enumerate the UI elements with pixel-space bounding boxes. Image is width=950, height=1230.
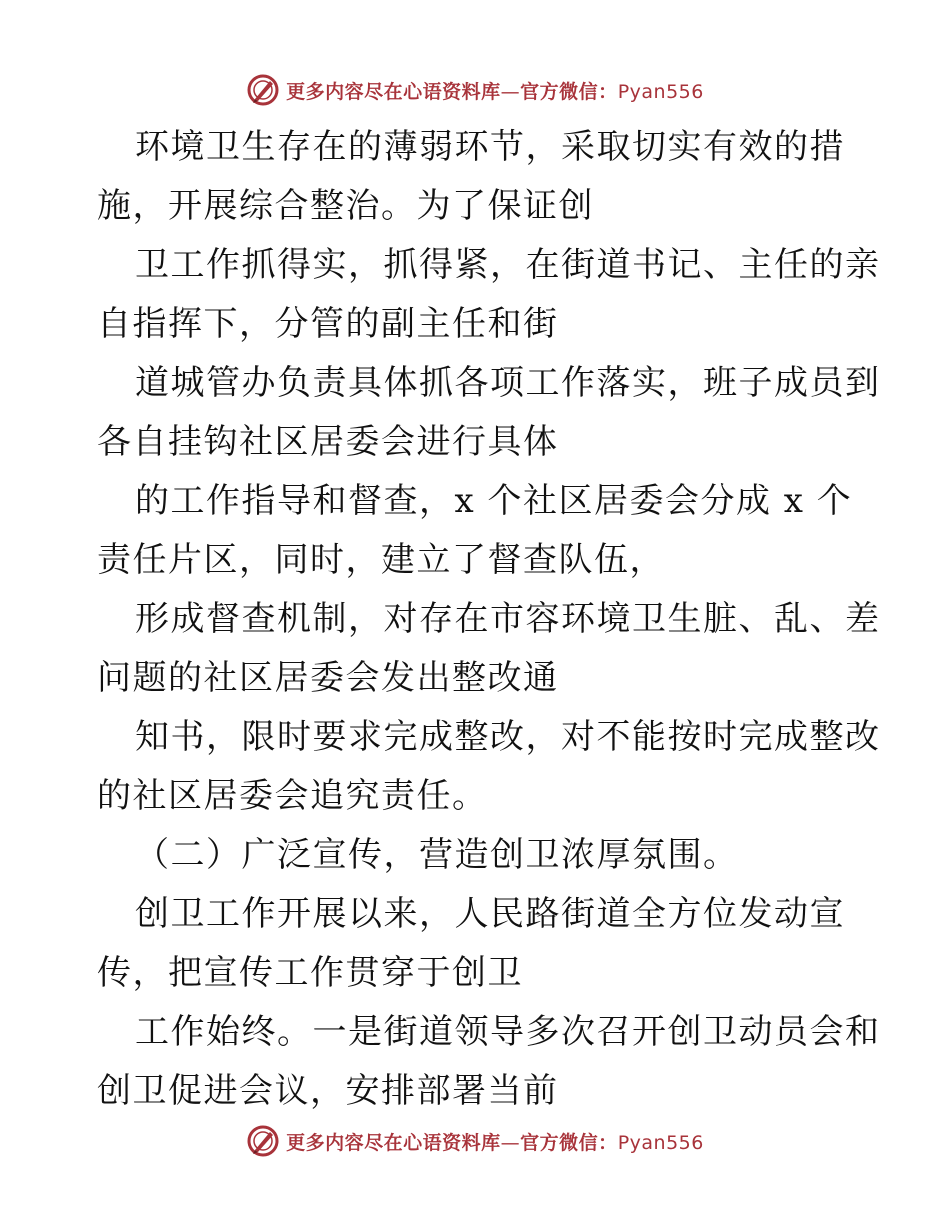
body-text-line: （二）广泛宣传，营造创卫浓厚氛围。 [135, 835, 739, 875]
banner-text [286, 1128, 704, 1155]
body-text-line: 环境卫生存在的薄弱环节，采取切实有效的措 [135, 127, 845, 167]
quill-logo-icon [246, 73, 280, 107]
body-text-line: 的工作指导和督查，x 个社区居委会分成 x 个 [135, 481, 853, 521]
banner-site-name: 更多内容尽在心语资料库 [286, 80, 501, 103]
body-text-line: 道城管办负责具体抓各项工作落实，班子成员到 [135, 363, 881, 403]
body-text-line: 的社区居委会追究责任。 [97, 776, 488, 816]
banner-wechat-id: Pyan556 [617, 80, 704, 103]
banner-wechat-label: 官方微信： [520, 1131, 618, 1154]
banner-separator: — [500, 80, 521, 103]
header-banner-inner [246, 73, 704, 107]
banner-text [286, 77, 704, 104]
footer-banner [0, 1121, 950, 1161]
body-text-line: 工作始终。一是街道领导多次召开创卫动员会和 [135, 1012, 881, 1052]
body-text-line: 自指挥下，分管的副主任和街 [97, 304, 559, 344]
body-text-line: 问题的社区居委会发出整改通 [97, 658, 559, 698]
banner-wechat-label: 官方微信： [520, 80, 618, 103]
body-text-line: 责任片区，同时，建立了督查队伍， [97, 540, 665, 580]
body-text-line: 创卫促进会议，安排部署当前 [97, 1071, 559, 1111]
banner-wechat-id: Pyan556 [617, 1131, 704, 1154]
document-body [97, 118, 881, 1121]
body-text-line: 各自挂钩社区居委会进行具体 [97, 422, 559, 462]
body-text-line: 创卫工作开展以来，人民路街道全方位发动宣 [135, 894, 845, 934]
header-banner [0, 70, 950, 110]
body-text-line: 传，把宣传工作贯穿于创卫 [97, 953, 523, 993]
body-text-line: 知书，限时要求完成整改，对不能按时完成整改 [135, 717, 881, 757]
body-text-line: 卫工作抓得实，抓得紧，在街道书记、主任的亲 [135, 245, 881, 285]
banner-site-name: 更多内容尽在心语资料库 [286, 1131, 501, 1154]
quill-logo-icon [246, 1124, 280, 1158]
body-text-line: 施，开展综合整治。为了保证创 [97, 186, 594, 226]
footer-banner-inner [246, 1124, 704, 1158]
body-text-line: 形成督查机制，对存在市容环境卫生脏、乱、差 [135, 599, 881, 639]
banner-separator: — [500, 1131, 521, 1154]
